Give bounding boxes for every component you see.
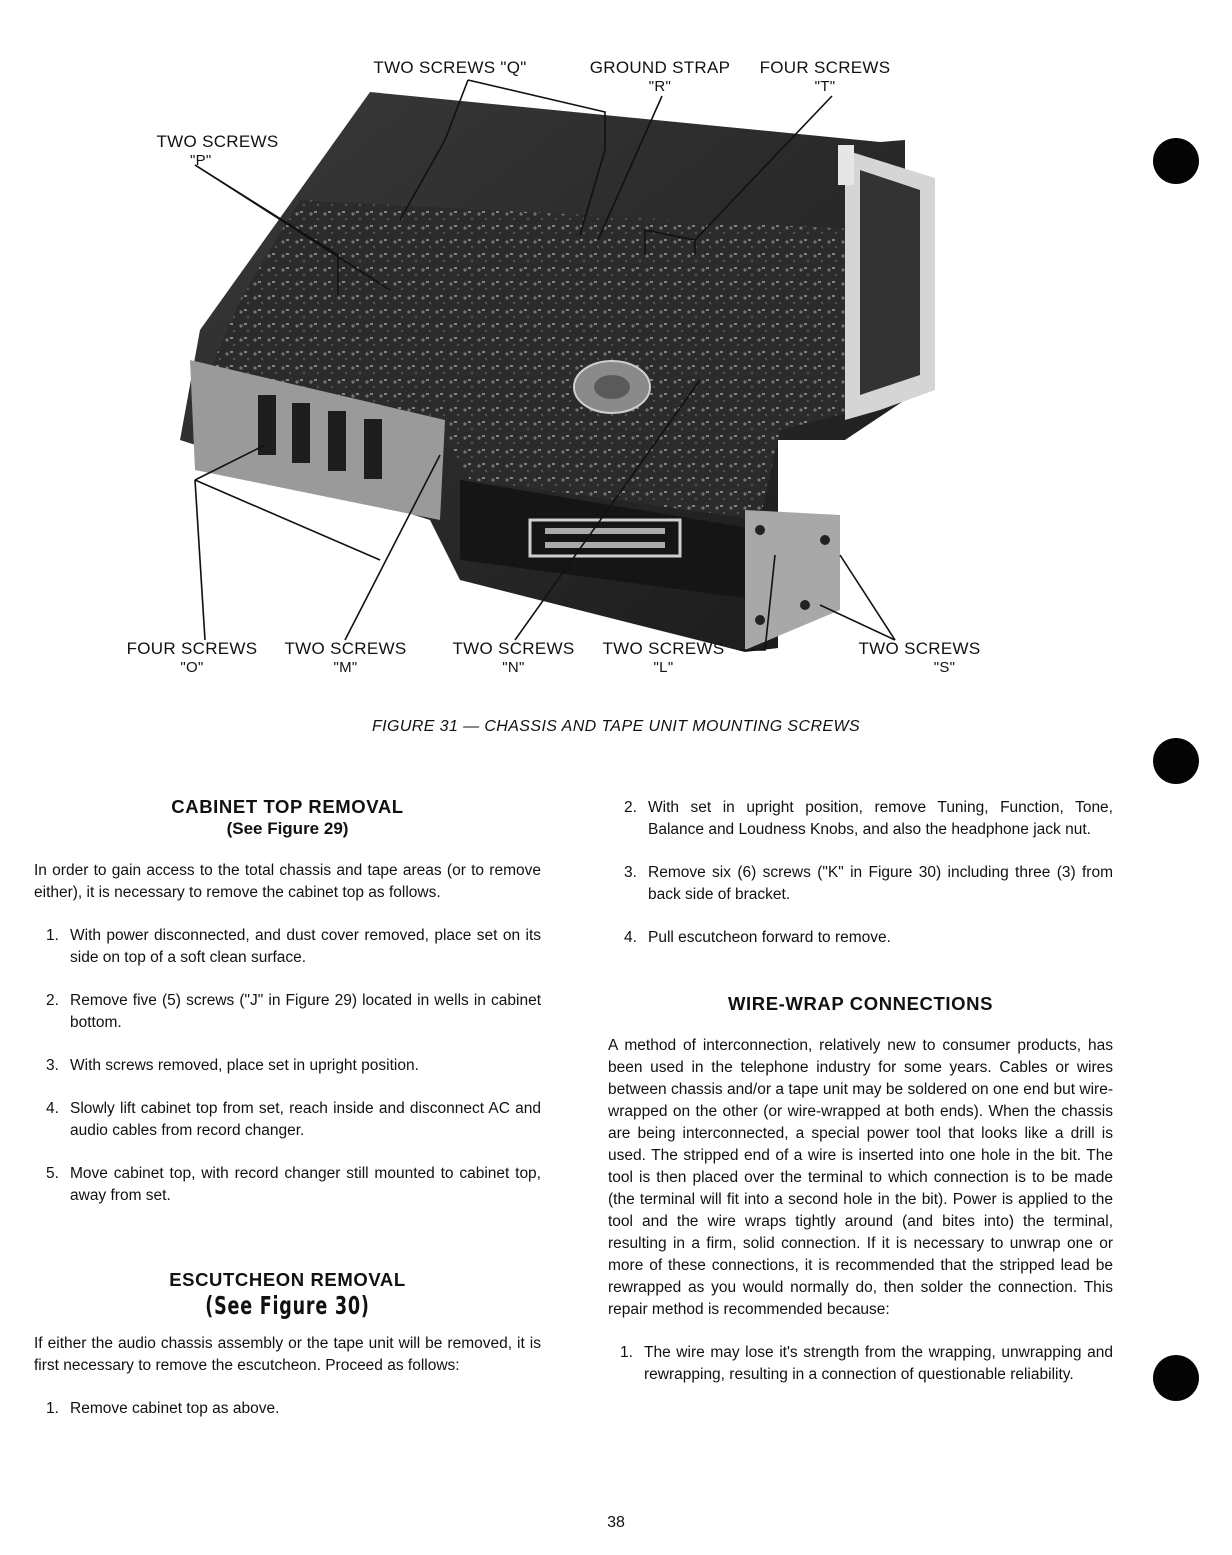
step-text: Remove cabinet top as above. (70, 1400, 280, 1417)
callout-screws-t (755, 58, 895, 96)
callout-screws-s (852, 639, 987, 677)
step-text: Remove six (6) screws ("K" in Figure 30) including three (3) from back side of bracket. (648, 864, 1113, 903)
step-number: 1. (620, 1344, 633, 1361)
list-item (608, 927, 1113, 949)
callout-label: TWO SCREWS (156, 132, 279, 151)
cabinet-top-ref: (See Figure 29) (226, 819, 349, 838)
punch-hole (1153, 138, 1199, 184)
escutcheon-intro: If either the audio chassis assembly or the tape unit will be removed, it is first necessary to remove the escutcheon. Proceed as follows: (34, 1335, 541, 1374)
step-number: 2. (46, 992, 59, 1009)
callout-screws-m (278, 639, 413, 677)
step-number: 4. (624, 929, 637, 946)
callout-screws-n (446, 639, 581, 677)
step-text: With screws removed, place set in upright position. (70, 1057, 419, 1074)
callout-screws-q (345, 58, 555, 77)
step-text: The wire may lose it's strength from the wrapping, unwrapping and rewrapping, resulting in a connection of questionable reliability. (644, 1344, 1113, 1383)
list-item (608, 797, 1113, 841)
page-number: 38 (607, 1514, 625, 1531)
left-column (34, 796, 541, 1420)
right-column (608, 797, 1113, 1386)
callout-ground-strap-r (585, 58, 735, 96)
callout-code: "S" (933, 659, 956, 676)
step-number: 1. (46, 927, 59, 944)
step-text: Slowly lift cabinet top from set, reach inside and disconnect AC and audio cables from record changer. (70, 1100, 541, 1139)
callout-label: TWO SCREWS "Q" (373, 58, 527, 77)
list-item (34, 1163, 541, 1207)
escutcheon-heading: ESCUTCHEON REMOVAL (169, 1269, 406, 1290)
callout-code: "N" (502, 659, 525, 676)
step-text: With power disconnected, and dust cover removed, place set on its side on top of a soft clean surface. (70, 927, 541, 966)
step-text: Pull escutcheon forward to remove. (648, 929, 891, 946)
step-text: Remove five (5) screws ("J" in Figure 29) located in wells in cabinet bottom. (70, 992, 541, 1031)
callout-label: TWO SCREWS (602, 639, 725, 658)
callout-code: "M" (333, 659, 358, 676)
callout-label: FOUR SCREWS (126, 639, 258, 658)
list-item (34, 1055, 541, 1077)
callout-code: "T" (814, 78, 836, 95)
figure-caption: FIGURE 31 — CHASSIS AND TAPE UNIT MOUNTING SCREWS (371, 718, 861, 735)
callout-code: "P" (190, 152, 212, 169)
cabinet-top-heading: CABINET TOP REMOVAL (171, 796, 404, 817)
callout-screws-l (596, 639, 731, 677)
step-text: With set in upright position, remove Tuning, Function, Tone, Balance and Loudness Knobs, and also the headphone jack nut. (648, 799, 1113, 838)
punch-hole (1153, 738, 1199, 784)
step-number: 4. (46, 1100, 59, 1117)
callout-label: FOUR SCREWS (759, 58, 891, 77)
callout-label: GROUND STRAP (589, 58, 731, 77)
callout-code: "L" (653, 659, 674, 676)
step-number: 3. (46, 1057, 59, 1074)
callout-code: "R" (648, 78, 672, 95)
callout-label: TWO SCREWS (858, 639, 981, 658)
callout-code: "O" (180, 659, 204, 676)
step-number: 2. (624, 799, 637, 816)
chassis-photo (0, 0, 1232, 700)
list-item (34, 925, 541, 969)
cabinet-top-intro: In order to gain access to the total chassis and tape areas (or to remove either), it is necessary to remove the cabinet top as follows. (34, 862, 541, 901)
list-item (34, 1398, 541, 1420)
callout-screws-p (150, 132, 285, 170)
list-item (608, 1342, 1113, 1386)
wirewrap-body: A method of interconnection, relatively new to consumer products, has been used in the telephone industry for some years. Cables or wires between chassis and/or a tape unit may be soldered on one end but wire-wrapped on the other (or wire-wrapped at both ends). When the chassis are being interconnected, a special power tool that looks like a drill is used. The stripped end of a wire is inserted into one hole in the bit. The tool is then placed over the terminal to which connection is to be made (the terminal will fit into a second hole in the bit). Power is applied to the tool and the wire wraps tightly around (and bites into) the terminal, resulting in a firm, solid connection. If it is necessary to unwrap one or more of these connections, it is recommended that the stripped lead be rewrapped as you would normally do, then solder the connection. This repair method is recommended because: (608, 1037, 1113, 1318)
step-number: 3. (624, 864, 637, 881)
list-item (608, 862, 1113, 906)
list-item (34, 1098, 541, 1142)
callout-label: TWO SCREWS (284, 639, 407, 658)
wirewrap-heading: WIRE-WRAP CONNECTIONS (727, 993, 994, 1014)
step-number: 5. (46, 1165, 59, 1182)
step-text: Move cabinet top, with record changer still mounted to cabinet top, away from set. (70, 1165, 541, 1204)
escutcheon-ref: (See Figure 30) (205, 1291, 370, 1320)
callout-screws-o (122, 639, 262, 677)
callout-label: TWO SCREWS (452, 639, 575, 658)
punch-hole (1153, 1355, 1199, 1401)
step-number: 1. (46, 1400, 59, 1417)
list-item (34, 990, 541, 1034)
